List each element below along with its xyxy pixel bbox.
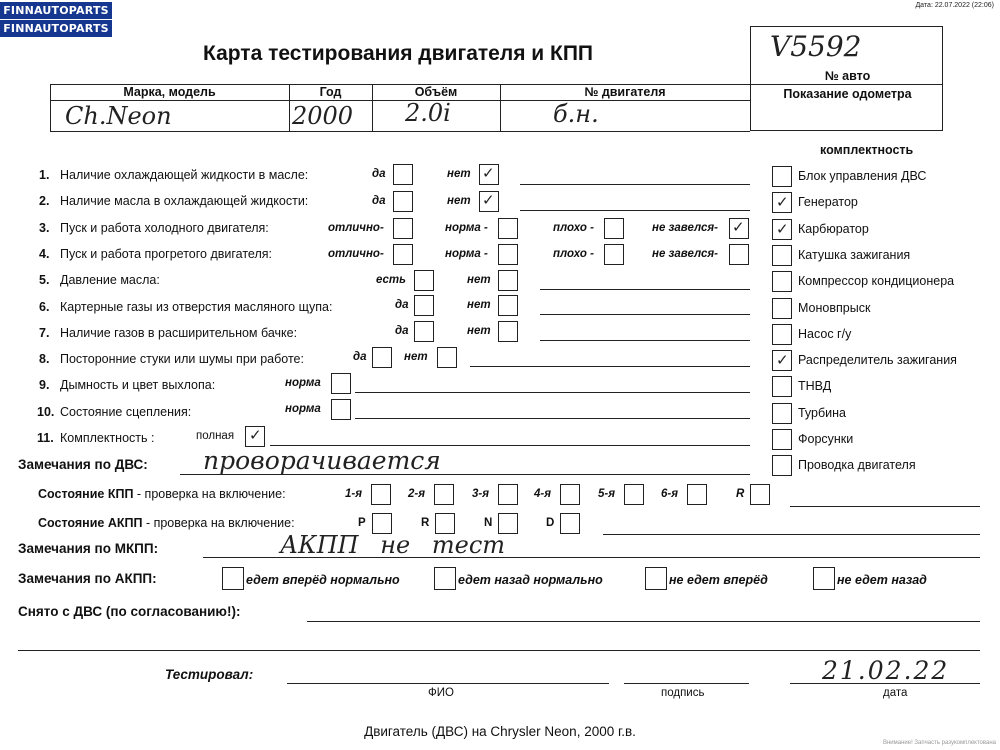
akpp-remark-label: не едет назад	[837, 573, 927, 587]
brand-model-value: Ch.Neon	[65, 102, 172, 130]
kit-item-label: Компрессор кондиционера	[798, 274, 955, 288]
q4-poor-checkbox[interactable]	[604, 244, 624, 265]
akpp-remark-checkbox[interactable]	[222, 567, 244, 590]
akpp-mode-label: D	[546, 517, 555, 529]
q6-no-checkbox[interactable]	[498, 295, 518, 316]
q8-no-checkbox[interactable]	[437, 347, 457, 368]
q6-no-label: нет	[467, 299, 491, 311]
volume-value: 2.0i	[405, 99, 451, 127]
q10-norm-label: норма	[285, 403, 321, 415]
dvs-remarks-label: Замечания по ДВС:	[18, 457, 148, 472]
question-number: 11.	[37, 431, 54, 445]
volume-label: Объём	[414, 85, 458, 99]
akpp-remark-label: не едет вперёд	[669, 573, 768, 587]
kit-item-label: ТНВД	[798, 379, 832, 393]
kit-checkbox[interactable]	[772, 245, 792, 266]
question-number: 8.	[39, 352, 50, 366]
akpp-state-label: Состояние АКПП - проверка на включение:	[38, 516, 295, 530]
brand-model-label: Марка, модель	[123, 85, 216, 99]
q4-excellent-checkbox[interactable]	[393, 244, 413, 265]
question-text: Наличие газов в расширительном бачке:	[60, 326, 298, 340]
mkpp-remarks-label: Замечания по МКПП:	[18, 541, 159, 556]
q11-full-label: полная	[196, 430, 235, 442]
kit-item-label: Катушка зажигания	[798, 248, 911, 262]
q8-no-label: нет	[404, 351, 428, 363]
q3-poor-label: плохо -	[553, 222, 594, 234]
q4-normal-checkbox[interactable]	[498, 244, 518, 265]
check-mark-icon: ✓	[776, 193, 789, 211]
question-text: Комплектность :	[60, 431, 155, 445]
question-text: Картерные газы из отверстия масляного щупа:	[60, 300, 333, 314]
kit-item-label: Моновпрыск	[798, 301, 871, 315]
kit-checkbox[interactable]	[772, 403, 792, 424]
kit-item-label: Форсунки	[798, 432, 854, 446]
kit-item-label: Блок управления ДВС	[798, 169, 927, 183]
q3-excellent-label: отлично-	[328, 222, 384, 234]
engine-number-label: № двигателя	[584, 85, 666, 99]
q5-absent-label: нет	[467, 274, 491, 286]
question-number: 9.	[39, 378, 50, 392]
akpp-mode-label: N	[484, 517, 493, 529]
kit-checkbox[interactable]	[772, 376, 792, 397]
kit-checkbox[interactable]	[772, 271, 792, 292]
gear-label: 2-я	[408, 488, 425, 500]
gear-checkbox[interactable]	[624, 484, 644, 505]
kit-item-label: Генератор	[798, 195, 858, 209]
car-number-value: V5592	[770, 30, 862, 63]
gear-checkbox[interactable]	[498, 484, 518, 505]
q6-yes-checkbox[interactable]	[414, 295, 434, 316]
question-text: Пуск и работа прогретого двигателя:	[60, 247, 272, 261]
q3-excellent-checkbox[interactable]	[393, 218, 413, 239]
q1-no-checkbox[interactable]: ✓	[479, 164, 499, 185]
kit-checkbox[interactable]	[772, 429, 792, 450]
q10-norm-checkbox[interactable]	[331, 399, 351, 420]
signature-label: подпись	[661, 687, 705, 699]
date-stamp: Дата: 22.07.2022 (22:06)	[915, 2, 994, 9]
page-title: Карта тестирования двигателя и КПП	[203, 42, 594, 65]
watermark-text: Внимание! Запчасть разукомплектована	[882, 740, 996, 746]
question-text: Посторонние стуки или шумы при работе:	[60, 352, 304, 366]
odometer-label: Показание одометра	[783, 87, 912, 101]
akpp-remark-label: едет вперёд нормально	[246, 573, 400, 587]
gear-label: 5-я	[598, 488, 615, 500]
question-number: 4.	[39, 247, 50, 261]
gear-label: 6-я	[661, 488, 678, 500]
q7-yes-checkbox[interactable]	[414, 321, 434, 342]
akpp-remark-label: едет назад нормально	[458, 573, 603, 587]
car-number-label: № авто	[824, 69, 871, 83]
gear-label: 3-я	[472, 488, 489, 500]
akpp-remark-checkbox[interactable]	[645, 567, 667, 590]
image-caption: Двигатель (ДВС) на Chrysler Neon, 2000 г.в.	[364, 724, 636, 739]
q2-no-checkbox[interactable]: ✓	[479, 191, 499, 212]
question-text: Давление масла:	[60, 273, 160, 287]
question-text: Состояние сцепления:	[60, 405, 192, 419]
q4-not-started-label: не завелся-	[652, 248, 718, 260]
akpp-mode-checkbox[interactable]	[560, 513, 580, 534]
q3-normal-label: норма -	[445, 222, 488, 234]
question-text: Дымность и цвет выхлопа:	[60, 378, 216, 392]
question-number: 1.	[39, 168, 50, 182]
akpp-remark-checkbox[interactable]	[813, 567, 835, 590]
gear-checkbox[interactable]	[687, 484, 707, 505]
question-text: Пуск и работа холодного двигателя:	[60, 221, 269, 235]
question-text: Наличие масла в охлаждающей жидкости:	[60, 194, 309, 208]
q1-yes-checkbox[interactable]	[393, 164, 413, 185]
q5-absent-checkbox[interactable]	[498, 270, 518, 291]
q3-poor-checkbox[interactable]	[604, 218, 624, 239]
date-label: дата	[883, 687, 908, 699]
site-logo: FINNAUTOPARTS	[0, 2, 112, 19]
q3-normal-checkbox[interactable]	[498, 218, 518, 239]
fio-label: ФИО	[428, 687, 454, 699]
removed-label: Снято с ДВС (по согласованию!):	[18, 604, 241, 619]
q5-present-label: есть	[376, 274, 406, 286]
q7-yes-label: да	[395, 325, 409, 337]
tested-label: Тестировал:	[165, 667, 254, 682]
q3-not-started-checkbox[interactable]: ✓	[729, 218, 749, 239]
question-text: Наличие охлаждающей жидкости в масле:	[60, 168, 309, 182]
q9-norm-label: норма	[285, 377, 321, 389]
q4-not-started-checkbox[interactable]	[729, 244, 749, 265]
check-mark-icon: ✓	[776, 351, 789, 369]
akpp-mode-label: R	[421, 517, 430, 529]
q2-yes-label: да	[372, 195, 386, 207]
date-value: 21.02.22	[822, 656, 950, 685]
q2-yes-checkbox[interactable]	[393, 191, 413, 212]
kit-checkbox[interactable]	[772, 350, 792, 371]
q1-no-label: нет	[447, 168, 471, 180]
q4-poor-label: плохо -	[553, 248, 594, 260]
kit-item-label: Карбюратор	[798, 222, 869, 236]
kit-heading: комплектность	[820, 143, 914, 157]
akpp-remarks-label: Замечания по АКПП:	[18, 571, 157, 586]
akpp-mode-label: P	[358, 517, 366, 529]
mkpp-remarks-value: АКПП не тест	[280, 531, 506, 559]
dvs-remarks-value: проворачивается	[203, 446, 441, 475]
q4-normal-label: норма -	[445, 248, 488, 260]
gear-checkbox[interactable]	[371, 484, 391, 505]
kit-checkbox[interactable]	[772, 324, 792, 345]
q5-present-checkbox[interactable]	[414, 270, 434, 291]
site-logo-second: FINNAUTOPARTS	[0, 20, 112, 37]
gear-checkbox[interactable]	[560, 484, 580, 505]
question-number: 7.	[39, 326, 50, 340]
kit-item-label: Насос г/у	[798, 327, 852, 341]
gear-checkbox[interactable]	[750, 484, 770, 505]
q6-yes-label: да	[395, 299, 409, 311]
kit-checkbox[interactable]	[772, 219, 792, 240]
q8-yes-checkbox[interactable]	[372, 347, 392, 368]
q2-no-label: нет	[447, 195, 471, 207]
kit-item-label: Проводка двигателя	[798, 458, 916, 472]
q1-yes-label: да	[372, 168, 386, 180]
engine-number-value: б.н.	[553, 100, 599, 128]
kit-checkbox[interactable]	[772, 298, 792, 319]
question-number: 6.	[39, 300, 50, 314]
q8-yes-label: да	[353, 351, 367, 363]
kpp-state-label: Состояние КПП - проверка на включение:	[38, 487, 286, 501]
q4-excellent-label: отлично-	[328, 248, 384, 260]
question-number: 5.	[39, 273, 50, 287]
akpp-remark-checkbox[interactable]	[434, 567, 456, 590]
question-number: 3.	[39, 221, 50, 235]
check-mark-icon: ✓	[776, 220, 789, 238]
question-number: 2.	[39, 194, 50, 208]
q9-norm-checkbox[interactable]	[331, 373, 351, 394]
q11-full-checkbox[interactable]: ✓	[245, 426, 265, 447]
kit-checkbox[interactable]	[772, 455, 792, 476]
q7-no-checkbox[interactable]	[498, 321, 518, 342]
q7-no-label: нет	[467, 325, 491, 337]
year-value: 2000	[292, 102, 354, 130]
kit-item-label: Турбина	[798, 406, 846, 420]
gear-label: R	[736, 488, 745, 500]
year-label: Год	[319, 85, 342, 99]
kit-checkbox[interactable]	[772, 192, 792, 213]
question-number: 10.	[37, 405, 55, 419]
kit-item-label: Распределитель зажигания	[798, 353, 957, 367]
gear-label: 4-я	[534, 488, 551, 500]
gear-label: 1-я	[345, 488, 362, 500]
gear-checkbox[interactable]	[434, 484, 454, 505]
q3-not-started-label: не завелся-	[652, 222, 718, 234]
kit-checkbox[interactable]	[772, 166, 792, 187]
